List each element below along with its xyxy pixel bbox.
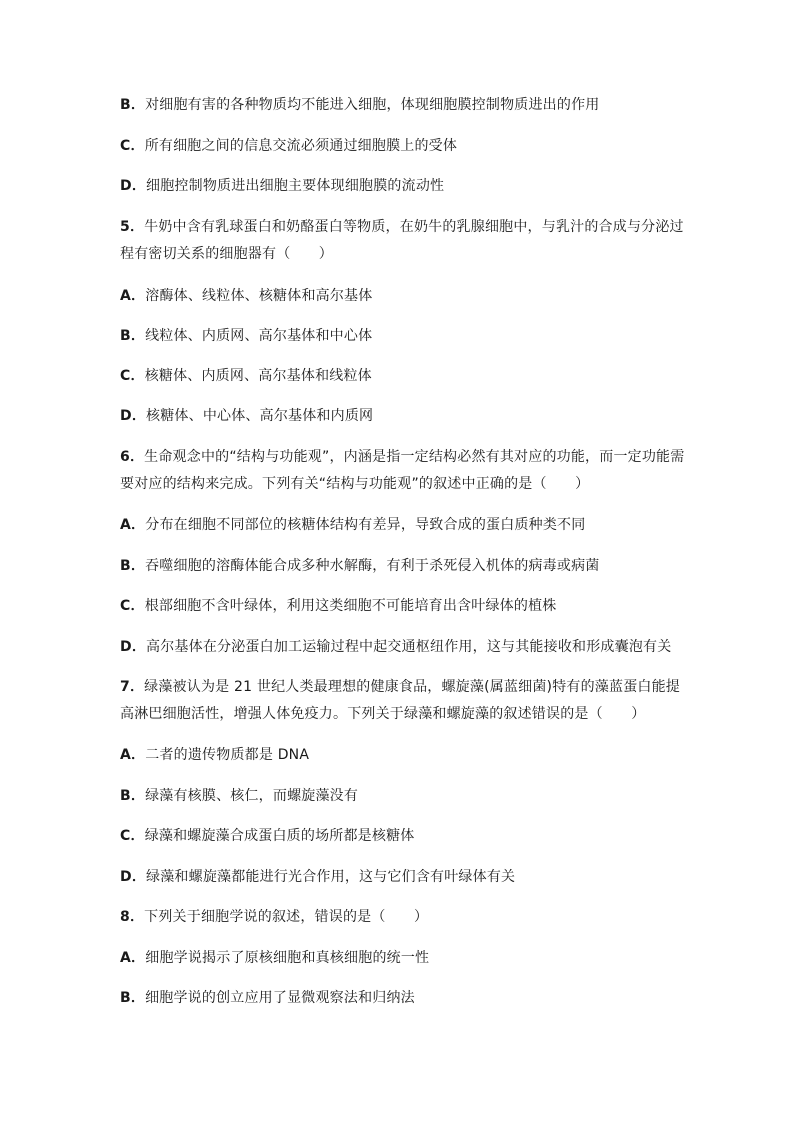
option-c-q4: C．所有细胞之间的信息交流必须通过细胞膜上的受体 [120, 138, 458, 154]
option-a-q7: A．二者的遗传物质都是 DNA [120, 747, 310, 763]
option-c-q7: C．绿藻和螺旋藻合成蛋白质的场所都是核糖体 [120, 828, 415, 844]
question-6-stem-cont: 要对应的结构来完成。下列有关“结构与功能观”的叙述中正确的是（ ） [120, 476, 590, 492]
option-d-q7: D．绿藻和螺旋藻都能进行光合作用，这与它们含有叶绿体有关 [120, 869, 516, 885]
question-8-stem: 8．下列关于细胞学说的叙述，错误的是（ ） [120, 909, 429, 925]
option-d-q6: D．高尔基体在分泌蛋白加工运输过程中起交通枢纽作用，这与其能接收和形成囊泡有关 [120, 639, 672, 655]
option-c-q5: C．核糖体、内质网、高尔基体和线粒体 [120, 368, 372, 384]
option-b-q5: B．线粒体、内质网、高尔基体和中心体 [120, 328, 373, 344]
option-c-q6: C．根部细胞不含叶绿体，利用这类细胞不可能培育出含叶绿体的植株 [120, 598, 557, 614]
question-7-stem: 7．绿藻被认为是 21 世纪人类最理想的健康食品，螺旋藻(属蓝细菌)特有的藻蓝蛋白能提 [120, 679, 680, 695]
option-b-q8: B．细胞学说的创立应用了显微观察法和归纳法 [120, 990, 415, 1006]
option-a-q5: A．溶酶体、线粒体、核糖体和高尔基体 [120, 288, 373, 304]
option-b-q6: B．吞噬细胞的溶酶体能合成多种水解酶，有利于杀死侵入机体的病毒或病菌 [120, 558, 600, 574]
question-5-stem: 5．牛奶中含有乳球蛋白和奶酪蛋白等物质，在奶牛的乳腺细胞中，与乳汁的合成与分泌过 [120, 219, 684, 235]
option-a-q8: A．细胞学说揭示了原核细胞和真核细胞的统一性 [120, 950, 430, 966]
question-7-stem-cont: 高淋巴细胞活性，增强人体免疫力。下列关于绿藻和螺旋藻的叙述错误的是（ ） [120, 706, 646, 722]
option-b-q7: B．绿藻有核膜、核仁，而螺旋藻没有 [120, 788, 359, 804]
option-d-q4: D．细胞控制物质进出细胞主要体现细胞膜的流动性 [120, 178, 445, 194]
option-d-q5: D．核糖体、中心体、高尔基体和内质网 [120, 408, 374, 424]
option-a-q6: A．分布在细胞不同部位的核糖体结构有差异，导致合成的蛋白质种类不同 [120, 517, 586, 533]
question-5-stem-cont: 程有密切关系的细胞器有（ ） [120, 246, 333, 262]
option-b-q4: B．对细胞有害的各种物质均不能进入细胞，体现细胞膜控制物质进出的作用 [120, 97, 600, 113]
question-6-stem: 6．生命观念中的“结构与功能观”，内涵是指一定结构必然有其对应的功能，而一定功能需 [120, 449, 685, 465]
